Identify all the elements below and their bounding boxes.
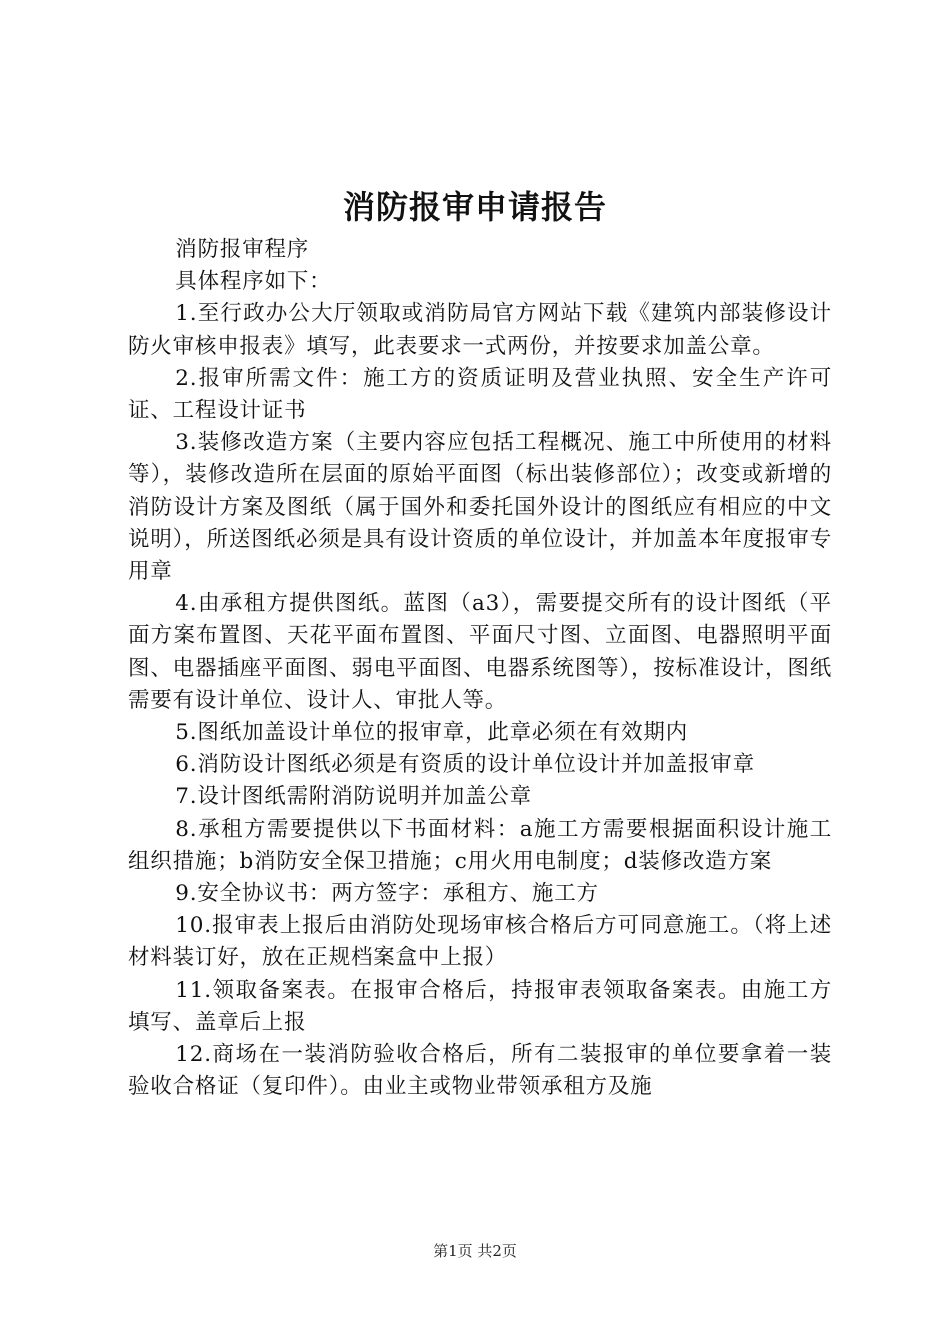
paragraph: 12.商场在一装消防验收合格后，所有二装报审的单位要拿着一装验收合格证（复印件）。由业主或物业带领承租方及施 — [128, 1042, 832, 1100]
paragraph: 3.装修改造方案（主要内容应包括工程概况、施工中所使用的材料等），装修改造所在层面的原始平面图（标出装修部位）；改变或新增的消防设计方案及图纸（属于国外和委托国外设计的图纸应有相应的中文说明），所送图纸必须是具有设计资质的单位设计，并加盖本年度报审专用章 — [128, 430, 832, 585]
paragraph: 2.报审所需文件：施工方的资质证明及营业执照、安全生产许可证、工程设计证书 — [128, 365, 832, 424]
paragraph: 1.至行政办公大厅领取或消防局官方网站下载《建筑内部装修设计防火审核申报表》填写，此表要求一式两份，并按要求加盖公章。 — [128, 301, 832, 359]
paragraph: 具体程序如下： — [175, 269, 332, 295]
paragraph: 消防报审程序 — [175, 237, 310, 262]
paragraph: 6.消防设计图纸必须是有资质的设计单位设计并加盖报审章 — [175, 752, 755, 778]
page-number-footer: 第1页 共2页 — [433, 1242, 517, 1260]
paragraph: 9.安全协议书：两方签字：承租方、施工方 — [175, 881, 599, 907]
paragraph: 11.领取备案表。在报审合格后，持报审表领取备案表。由施工方填写、盖章后上报 — [128, 977, 832, 1035]
paragraph: 7.设计图纸需附消防说明并加盖公章 — [175, 784, 532, 810]
paragraph: 8.承租方需要提供以下书面材料：a施工方需要根据面积设计施工组织措施；b消防安全保卫措施；c用火用电制度；d装修改造方案 — [128, 816, 832, 874]
paragraph: 4.由承租方提供图纸。蓝图（a3），需要提交所有的设计图纸（平面方案布置图、天花平面布置图、平面尺寸图、立面图、电器照明平面图、电器插座平面图、弱电平面图、电器系统图等），按标准设计，图纸需要有设计单位、设计人、审批人等。 — [128, 591, 832, 713]
document-body — [128, 234, 832, 1103]
paragraph: 5.图纸加盖设计单位的报审章，此章必须在有效期内 — [175, 720, 689, 746]
paragraph: 10.报审表上报后由消防处现场审核合格后方可同意施工。（将上述材料装订好，放在正规档案盒中上报） — [128, 913, 832, 971]
document-title: 消防报审申请报告 — [342, 188, 607, 226]
